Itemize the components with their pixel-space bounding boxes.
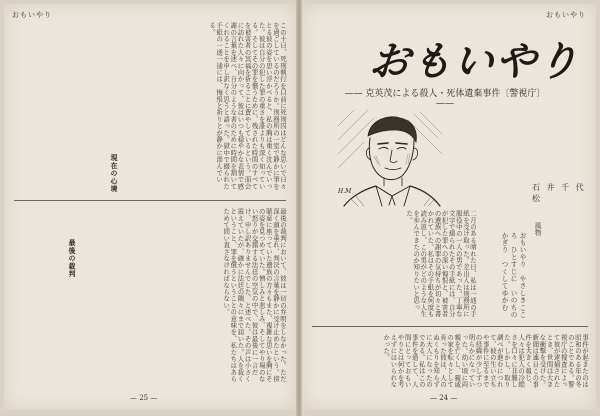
illustrator-signature: H.M [338,188,352,195]
body-text-upper: この十日、死刑執行を目前に死刑囚はどんな思いで日々を過ごしているのだろうか。刑務所の一室で静かに筆をとる彼の姿を思い浮かべると、私の胸は重く沈んでいった。彼は自分の犯した罪の重さを誰よりも深く知っている。そしてその罪を償うために、残された時間のすべてを被害者の冥福を祈ることに費やしているという。面会に訪れた人々に向かって、彼はいつも穏やかな表情で感謝の言葉を述べ、自分のような者のために時間を割いてくれることを申し訳なく思うと語った。獄中で綴られた手紙の一通一通には、悔恨と祈りとが静かに滲んでいる。 [208,22,287,190]
running-head: おもいやり [546,11,586,19]
divider [14,200,286,201]
running-head: おもいやり [12,11,52,19]
body-text-lower: 事件が起きたのは昭和のある年の冬のことである。警視庁の捜査によって彼が逮捕されたとき、世間は大きな衝撃を受けた。新聞は連日この事件を大きく報じ、人々は犯人の冷酷さを口々に非難した。しかし、取り調べが進むにつれて、彼の生い立ちや事件に至るまでの経緯が少しずつ明らかになっていった。幼い頃に両親を亡くし、親戚の家を転々として育った彼は、人のぬくもりを知らずに大人になったのである。私はこの事件を通して、人間にとっておもいやりとは何かを考えずにはいられなかった。 [382,334,589,388]
body-text-upper: 二月のある晴れた日、私は一通の手紙を受け取った。差出人は刑務所に服役中の一人の男であった。丁寧な文字で綴られたその手紙には、自分が犯した罪への深い悔恨と、被害者の遺族への謝罪の気持ちが切々と書かれていた。私はその手紙を何度も読み返し、この男がどのような人生を歩んできたのか知りたいと思った。 [405,210,477,318]
section-subhead: 現在の心境 [109,154,117,193]
article-subtitle: —— 克英茂による殺人・死体遺棄事件〔警視庁〕—— [344,89,546,109]
left-page [4,4,296,410]
page-number: — 25 — [130,394,158,402]
body-text-lower: 最後の裁判において、彼は一切の弁明をしなかった。ただ深く頭を垂れ、判決の言葉を静かに受け止めたという。傍聴席に座っていた遺族の方々もまた、複雑な思いを胸にその姿を見つめていた。憎しみと悲しみ、そしてやり場のない怒りが交錯する法廷の空気の中で、彼は最後に一言だけ、申し訳ありませんでした、と述べた。その声は小さく震えていたが、確かに法廷の隅々にまで届いた。人を裁くということ、罪を償うということの意味を、私たちはあらためて問い直さなければならない。 [222,208,287,383]
portrait-illustration [334,106,446,206]
divider [312,326,588,327]
poem-text: おもいやり やさしきこころ ひとすじに いのちのかぎり つくしてゆかむ [500,232,526,319]
author-name: 石 井 千 代 松 [532,183,586,203]
article-title: おもいやり [367,38,583,85]
page-number: — 24 — [430,394,458,402]
section-subhead: 最後の裁判 [67,239,75,278]
poem-heading: 風物 [533,222,541,237]
